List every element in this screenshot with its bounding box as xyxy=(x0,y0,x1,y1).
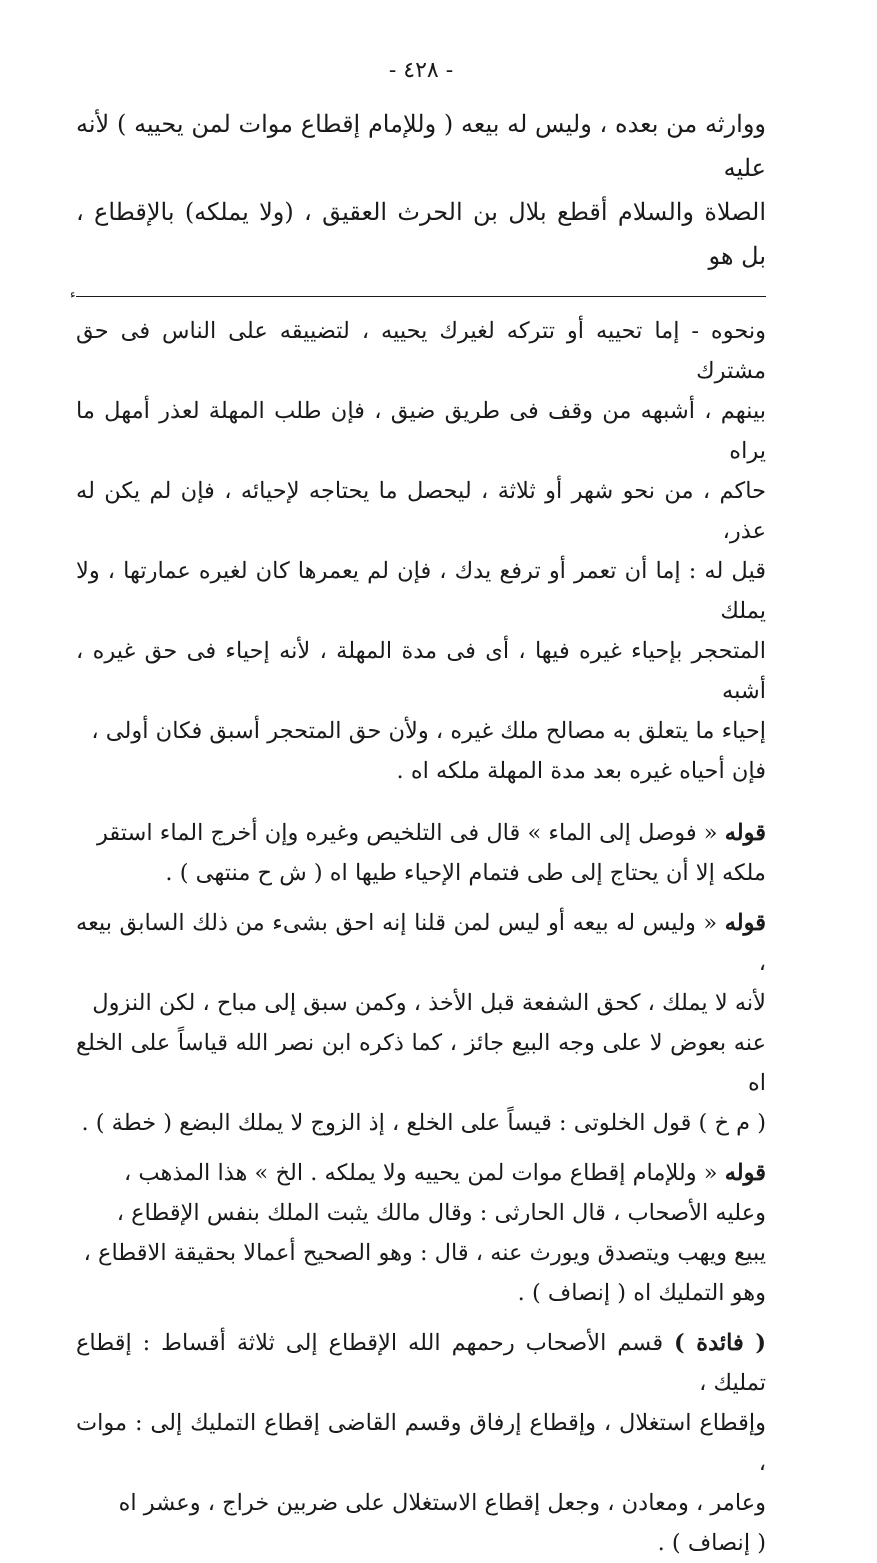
commentary-line: ( إنصاف ) . xyxy=(657,1530,766,1556)
commentary-line-text: « وللإمام إقطاع موات لمن يحييه ولا يملكه . الخ » هذا المذهب ، xyxy=(124,1160,718,1186)
commentary-line xyxy=(76,813,766,853)
commentary-line: إحياء ما يتعلق به مصالح ملك غيره ، ولأن حق المتحجر أسبق فكان أولى ، xyxy=(91,718,766,744)
commentary-line xyxy=(76,1153,766,1193)
commentary-line: ملكه إلا أن يحتاج إلى طى فتمام الإحياء طيها اه ( ش ح منتهى ) . xyxy=(165,860,766,886)
commentary-paragraph xyxy=(76,813,766,893)
commentary-line: ( م خ ) قول الخلوتى : قيساً على الخلع ، إذ الزوج لا يملك البضع ( خطة ) . xyxy=(81,1110,766,1136)
commentary-line: وعليه الأصحاب ، قال الحارثى : وقال مالك يثبت الملك بنفس الإقطاع ، xyxy=(116,1200,766,1226)
paragraph-lead: قوله xyxy=(724,910,767,936)
commentary-line-text: « فوصل إلى الماء » قال فى التلخيص وغيره وإن أخرج الماء استقر xyxy=(96,820,718,846)
commentary xyxy=(76,311,766,1563)
commentary-line: وهو التمليك اه ( إنصاف ) . xyxy=(517,1280,766,1306)
commentary-paragraph xyxy=(76,1323,766,1563)
commentary-line: لأنه لا يملك ، كحق الشفعة قبل الأخذ ، وكمن سبق إلى مباح ، لكن النزول xyxy=(92,990,766,1016)
main-text xyxy=(76,102,766,278)
commentary-line-text: قسم الأصحاب رحمهم الله الإقطاع إلى ثلاثة أقساط : إقطاع تمليك ، xyxy=(76,1330,766,1396)
commentary-line: قيل له : إما أن تعمر أو ترفع يدك ، فإن لم يعمرها كان لغيره عمارتها ، ولا يملك xyxy=(76,558,766,624)
divider-mark: ء xyxy=(70,287,76,301)
paragraph-lead: قوله xyxy=(724,820,766,846)
commentary-line: وإقطاع استغلال ، وإقطاع إرفاق وقسم القاضى إقطاع التمليك إلى : موات ، xyxy=(76,1410,766,1476)
commentary-line: المتحجر بإحياء غيره فيها ، أى فى مدة المهلة ، لأنه إحياء فى حق غيره ، أشبه xyxy=(76,638,766,704)
commentary-line: بينهم ، أشبهه من وقف فى طريق ضيق ، فإن طلب المهلة لعذر أمهل ما يراه xyxy=(76,398,766,464)
commentary-line: يبيع ويهب ويتصدق ويورث عنه ، قال : وهو الصحيح أعمالا بحقيقة الاقطاع ، xyxy=(83,1240,766,1266)
commentary-line xyxy=(76,1323,766,1403)
footnote-divider xyxy=(70,287,766,301)
commentary-paragraph xyxy=(76,903,766,1143)
commentary-line: عنه بعوض لا على وجه البيع جائز ، كما ذكره ابن نصر الله قياساً على الخلع اه xyxy=(76,1030,766,1096)
main-text-line: ووارثه من بعده ، وليس له بيعه ( وللإمام إقطاع موات لمن يحييه ) لأنه عليه xyxy=(76,110,766,182)
paragraph-lead: ( فائدة ) xyxy=(674,1330,766,1356)
commentary-line-text: « وليس له بيعه أو ليس لمن قلنا إنه احق بشىء من ذلك السابق بيعه ، xyxy=(76,910,766,976)
commentary-paragraph xyxy=(76,311,766,791)
commentary-line xyxy=(76,903,766,983)
page-number: - ٤٢٨ - xyxy=(388,58,454,83)
paragraph-lead: قوله xyxy=(724,1160,766,1186)
commentary-line: ونحوه - إما تحييه أو تتركه لغيرك يحييه ، لتضييقه على الناس فى حق مشترك xyxy=(76,318,766,384)
commentary-line: فإن أحياه غيره بعد مدة المهلة ملكه اه . xyxy=(396,758,766,784)
commentary-paragraph xyxy=(76,1153,766,1313)
commentary-line: حاكم ، من نحو شهر أو ثلاثة ، ليحصل ما يحتاجه لإحيائه ، فإن لم يكن له عذر، xyxy=(76,478,766,544)
commentary-line: وعامر ، ومعادن ، وجعل إقطاع الاستغلال على ضربين خراج ، وعشر اه xyxy=(118,1490,766,1516)
main-text-line: الصلاة والسلام أقطع بلال بن الحرث العقيق ، (ولا يملكه) بالإقطاع ، بل هو xyxy=(76,198,766,270)
page xyxy=(70,56,767,1563)
